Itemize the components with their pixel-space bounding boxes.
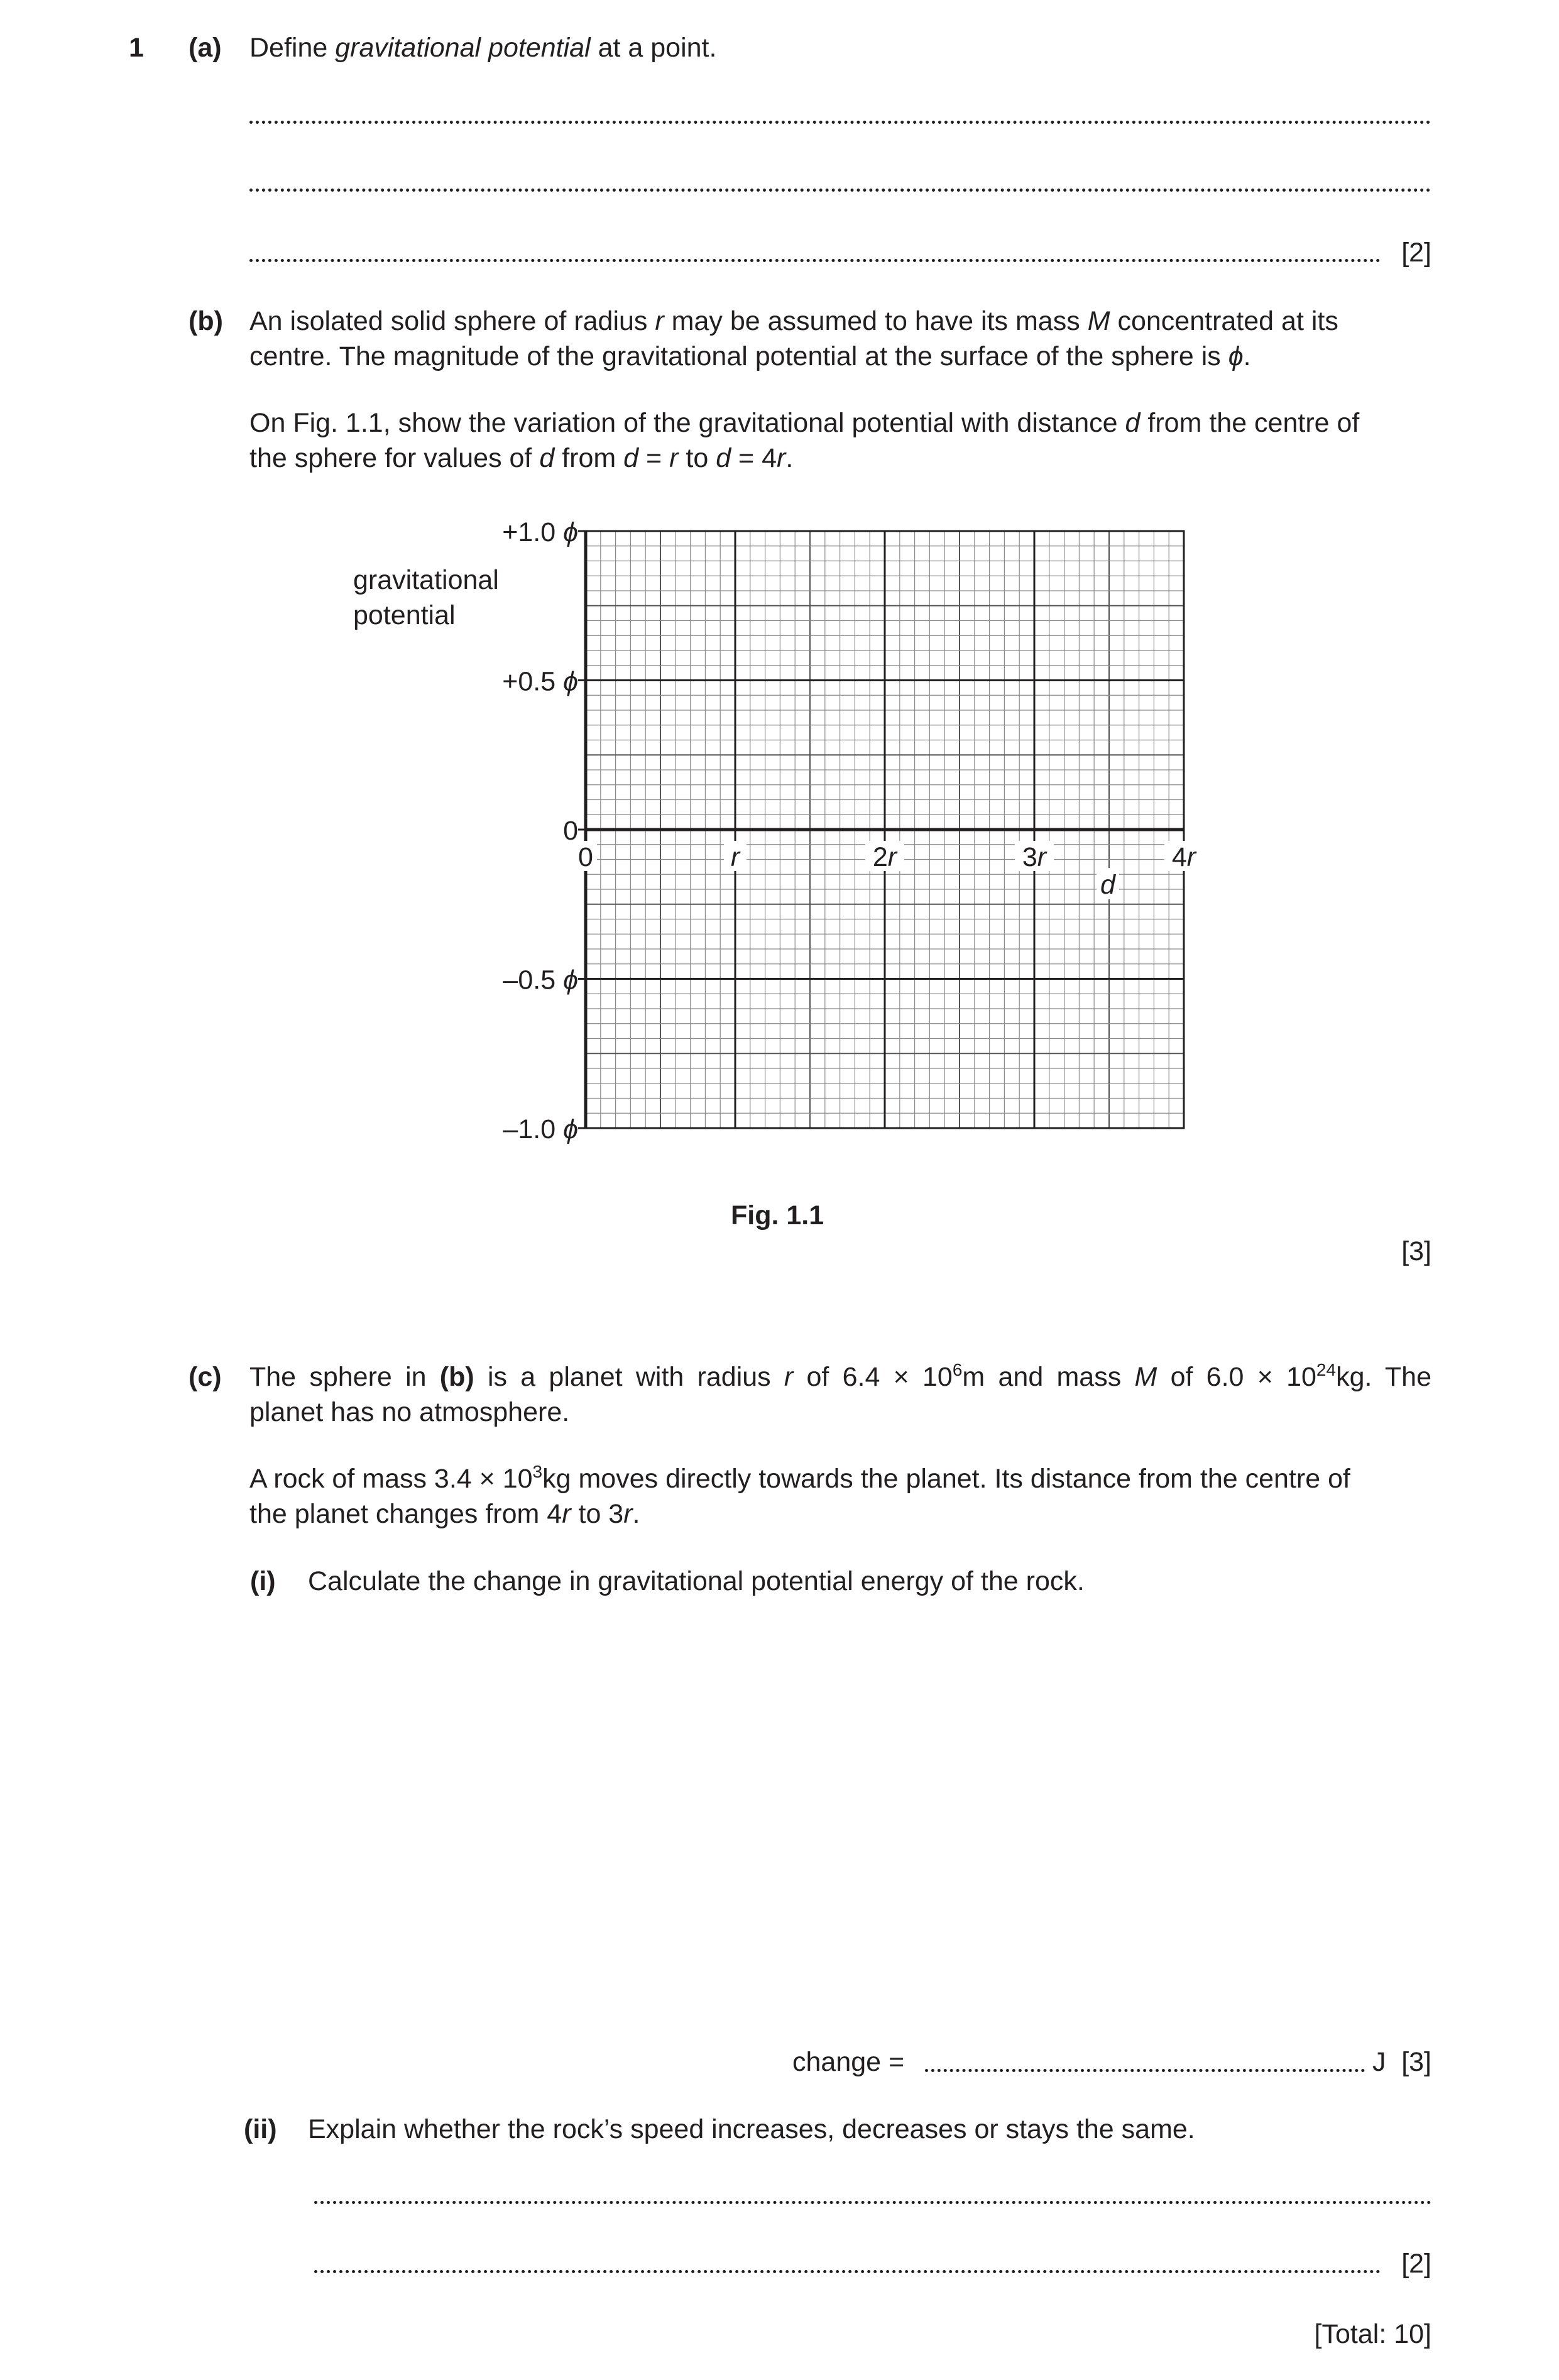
answer-line-ii-1[interactable]	[314, 2201, 1431, 2204]
y-tick-label: +1.0 ϕ	[502, 517, 578, 547]
part-b-label: (b)	[189, 306, 223, 336]
sub-ii-text: Explain whether the rock’s speed increases, decreases or stays the same.	[308, 2114, 1195, 2144]
part-c-paragraph-1-line-1: The sphere in (b) is a planet with radius r of $6.4 \times 10^6m$ and mass M of $6.0 \times 10^{24}kg$. The	[249, 1360, 1431, 1392]
y-axis-label-line-2: potential	[353, 600, 456, 630]
x-tick-label: 3r	[1022, 842, 1047, 872]
part-c-paragraph-2-line-2: the planet changes from 4r to 3r.	[249, 1499, 640, 1529]
x-tick-label: 0	[578, 842, 593, 872]
figure-caption: Fig. 1.1	[731, 1200, 824, 1231]
part-a-text-end: at a point.	[590, 33, 717, 63]
part-b-marks: [3]	[1401, 1236, 1431, 1266]
sub-ii-label: (ii)	[244, 2114, 277, 2144]
y-tick-label: –1.0 ϕ	[503, 1114, 578, 1144]
x-axis-label: d	[1100, 870, 1115, 900]
question-number: 1	[129, 33, 144, 63]
x-tick-label: 4r	[1171, 842, 1196, 872]
y-axis-label-line-1: gravitational	[353, 565, 499, 595]
x-tick-label: r	[730, 842, 740, 872]
total-marks: [Total: 10]	[1314, 2319, 1431, 2349]
part-a-text: Define	[249, 33, 336, 63]
answer-line-ii-2[interactable]	[314, 2270, 1381, 2273]
sub-i-label: (i)	[250, 1566, 276, 1596]
answer-line-change[interactable]	[925, 2069, 1365, 2072]
sub-i-text: Calculate the change in gravitational potential energy of the rock.	[308, 1566, 1085, 1596]
part-a-marks: [2]	[1401, 238, 1431, 268]
y-tick-label: 0	[563, 816, 578, 846]
part-a-label: (a)	[189, 33, 222, 63]
sub-i-marks: [3]	[1401, 2047, 1431, 2077]
part-a-term: gravitational potential	[335, 33, 591, 63]
part-c-paragraph-2-line-1: A rock of mass $3.4 \times 10^3kg$ moves directly towards the planet. Its distance from the centre of	[249, 1462, 1350, 1494]
y-tick-label: +0.5 ϕ	[502, 666, 578, 697]
sub-ii-marks: [2]	[1401, 2249, 1431, 2279]
y-tick-label: –0.5 ϕ	[503, 965, 578, 995]
answer-prefix-change: change =	[792, 2047, 905, 2077]
part-b-paragraph-2-line-1: On Fig. 1.1, show the variation of the gravitational potential with distance d from the centre of	[249, 408, 1360, 438]
y-tick-labels	[502, 517, 578, 1144]
part-b-paragraph-1-line-1: An isolated solid sphere of radius r may be assumed to have its mass M concentrated at its	[249, 306, 1338, 336]
x-tick-label: 2r	[872, 842, 897, 872]
part-b-paragraph-2-line-2: the sphere for values of d from d = r to d = 4r.	[249, 443, 794, 473]
part-b-paragraph-1-line-2: centre. The magnitude of the gravitational potential at the surface of the sphere is ϕ.	[249, 341, 1251, 371]
part-c-paragraph-1-line-2: planet has no atmosphere.	[249, 1397, 570, 1427]
answer-unit-joule: J	[1372, 2047, 1386, 2077]
part-c-label: (c)	[189, 1362, 222, 1392]
